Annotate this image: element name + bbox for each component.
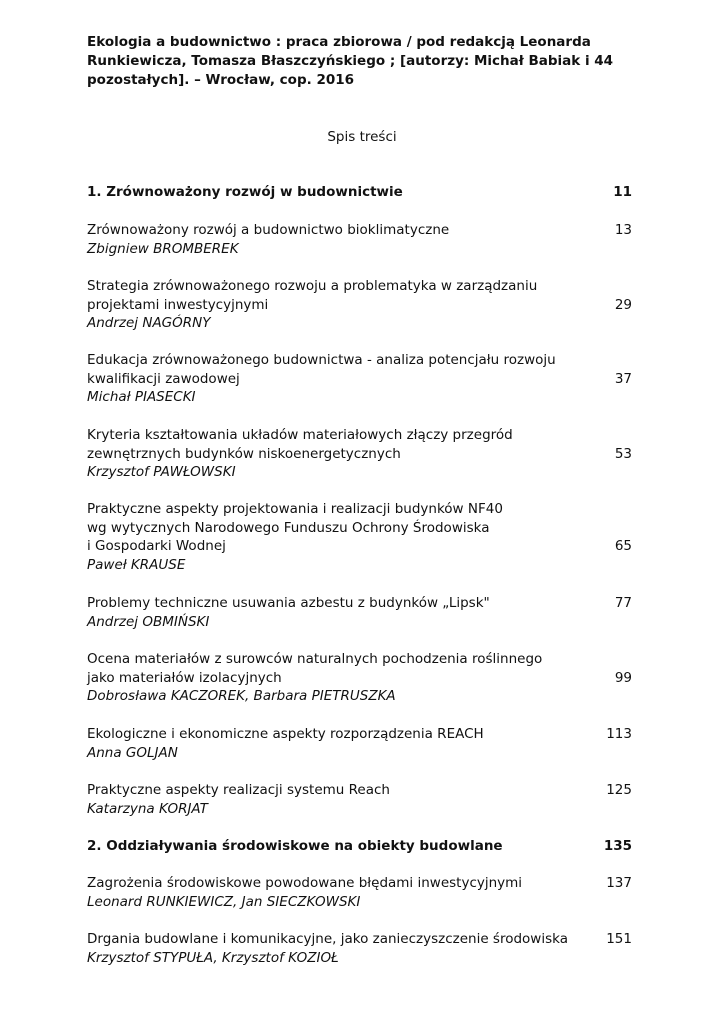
entry-page-number: 29	[614, 296, 632, 313]
entry-title-line: Strategia zrównoważonego rozwoju a problematyka w zarządzaniu	[87, 278, 538, 294]
toc-entry	[87, 781, 632, 818]
toc-entry	[87, 594, 632, 631]
entry-page-number: 77	[614, 595, 632, 611]
toc-section-2	[87, 837, 632, 856]
entry-title-line: kwalifikacji zawodowej	[87, 370, 240, 387]
entry-author: Leonard RUNKIEWICZ, Jan SIECZKOWSKI	[87, 893, 361, 910]
section-title: 2. Oddziaływania środowiskowe na obiekty budowlane	[87, 838, 503, 854]
entry-author: Andrzej NAGÓRNY	[87, 315, 211, 332]
entry-page-number: 125	[606, 782, 632, 798]
toc-entry	[87, 277, 632, 333]
entry-title-line: Zrównoważony rozwój a budownictwo bioklimatyczne	[87, 222, 450, 238]
entry-page-number: 151	[606, 931, 632, 947]
toc-title: Spis treści	[327, 129, 397, 145]
entry-author: Anna GOLJAN	[87, 744, 178, 761]
entry-page-number: 53	[614, 445, 632, 462]
entry-title-line: Ocena materiałów z surowców naturalnych pochodzenia roślinnego	[87, 651, 543, 667]
toc-section-1	[87, 183, 632, 202]
entry-page-number: 37	[614, 370, 632, 387]
entry-title-line: Edukacja zrównoważonego budownictwa - analiza potencjału rozwoju	[87, 352, 556, 368]
entry-author: Dobrosława KACZOREK, Barbara PIETRUSZKA	[87, 688, 396, 705]
entry-page-number: 13	[614, 222, 632, 238]
toc-entry	[87, 650, 632, 706]
entry-author: Zbigniew BROMBEREK	[87, 240, 239, 257]
header-line: pozostałych]. – Wrocław, cop. 2016	[87, 72, 355, 88]
entry-author: Krzysztof STYPUŁA, Krzysztof KOZIOŁ	[87, 949, 339, 966]
header-line: Runkiewicza, Tomasza Błaszczyńskiego ; [autorzy: Michał Babiak i 44	[87, 53, 614, 69]
entry-title-line: Drgania budowlane i komunikacyjne, jako zanieczyszczenie środowiska	[87, 931, 568, 947]
entry-title-line: Ekologiczne i ekonomiczne aspekty rozporządzenia REACH	[87, 726, 484, 742]
toc-entry	[87, 426, 632, 482]
entry-title-line: wg wytycznych Narodowego Funduszu Ochrony Środowiska	[87, 519, 490, 536]
entry-page-number: 65	[614, 538, 632, 555]
entry-author: Paweł KRAUSE	[87, 557, 186, 574]
header-line: Ekologia a budownictwo : praca zbiorowa / pod redakcją Leonarda	[87, 34, 591, 50]
bibliographic-header	[87, 33, 647, 90]
entry-page-number: 137	[606, 875, 632, 891]
entry-author: Krzysztof PAWŁOWSKI	[87, 464, 236, 481]
toc-entry	[87, 930, 632, 967]
toc-entry	[87, 725, 632, 762]
entry-title-line: projektami inwestycyjnymi	[87, 296, 269, 313]
toc-entry	[87, 874, 632, 911]
entry-title-line: Praktyczne aspekty projektowania i realizacji budynków NF40	[87, 501, 503, 517]
entry-title-line: Zagrożenia środowiskowe powodowane błędami inwestycyjnymi	[87, 875, 523, 891]
entry-author: Andrzej OBMIŃSKI	[87, 613, 210, 630]
entry-title-line: Problemy techniczne usuwania azbestu z budynków „Lipsk"	[87, 595, 490, 611]
entry-title-line: Praktyczne aspekty realizacji systemu Reach	[87, 782, 390, 798]
toc-entry	[87, 221, 632, 258]
section-title: 1. Zrównoważony rozwój w budownictwie	[87, 184, 403, 200]
entry-author: Katarzyna KORJAT	[87, 800, 208, 817]
entry-title-line: Kryteria kształtowania układów materiałowych złączy przegród	[87, 427, 513, 443]
entry-title-line: jako materiałów izolacyjnych	[87, 669, 282, 686]
section-page-number: 11	[613, 184, 632, 200]
section-page-number: 135	[603, 838, 632, 854]
entry-page-number: 113	[606, 726, 632, 742]
entry-title-line: i Gospodarki Wodnej	[87, 538, 226, 555]
toc-entry	[87, 500, 632, 575]
entry-author: Michał PIASECKI	[87, 389, 196, 406]
entry-title-line: zewnętrznych budynków niskoenergetycznych	[87, 445, 401, 462]
entry-page-number: 99	[614, 669, 632, 686]
toc-entry	[87, 351, 632, 407]
